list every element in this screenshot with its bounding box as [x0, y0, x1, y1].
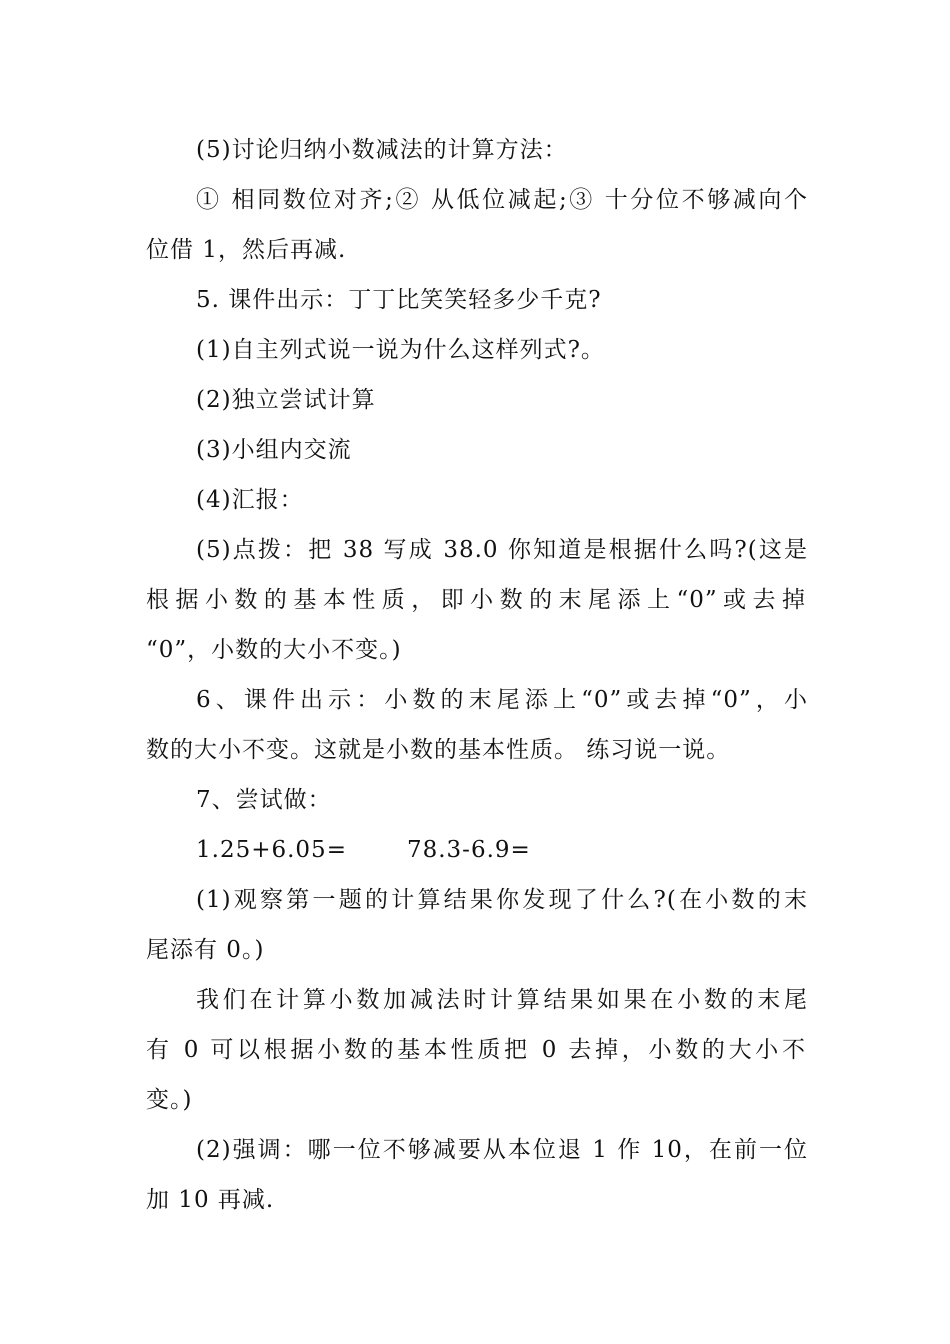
text-line-7: (3)小组内交流	[196, 437, 352, 463]
text-line-20: (2)强调：哪一位不够减要从本位退 1 作 10，在前一位	[196, 1137, 808, 1163]
text-line-5: (1)自主列式说一说为什么这样列式?。	[196, 337, 605, 363]
text-line-13: 数的大小不变。这就是小数的基本性质。 练习说一说。	[146, 737, 731, 763]
text-line-6: (2)独立尝试计算	[196, 387, 376, 413]
exercise-problem-1: 1.25+6.05=	[196, 837, 347, 863]
text-line-9: (5)点拨：把 38 写成 38.0 你知道是根据什么吗?(这是	[196, 537, 808, 563]
text-line-4: 5. 课件出示：丁丁比笑笑轻多少千克?	[196, 287, 602, 313]
text-line-17: 我们在计算小数加减法时计算结果如果在小数的末尾	[196, 987, 808, 1013]
text-line-16: 尾添有 0。)	[146, 937, 265, 963]
text-line-1: (5)讨论归纳小数减法的计算方法：	[196, 137, 568, 163]
exercise-line	[196, 834, 808, 866]
text-line-12: 6、课件出示：小数的末尾添上“0”或去掉“0”，小	[196, 687, 808, 713]
text-line-19: 变。)	[146, 1087, 193, 1113]
text-line-8: (4)汇报：	[196, 487, 304, 513]
text-line-14: 7、尝试做：	[196, 787, 332, 813]
text-line-10: 根据小数的基本性质，即小数的末尾添上“0”或去掉	[146, 587, 806, 613]
text-line-3: 位借 1，然后再减.	[146, 237, 347, 263]
text-line-11: “0”，小数的大小不变。)	[146, 637, 402, 663]
text-line-21: 加 10 再减.	[146, 1187, 275, 1213]
text-line-2: ① 相同数位对齐;② 从低位减起;③ 十分位不够减向个	[196, 187, 808, 213]
exercise-problem-2: 78.3-6.9=	[406, 837, 531, 863]
text-line-18: 有 0 可以根据小数的基本性质把 0 去掉，小数的大小不	[146, 1037, 806, 1063]
text-line-15: (1)观察第一题的计算结果你发现了什么?(在小数的末	[196, 887, 808, 913]
